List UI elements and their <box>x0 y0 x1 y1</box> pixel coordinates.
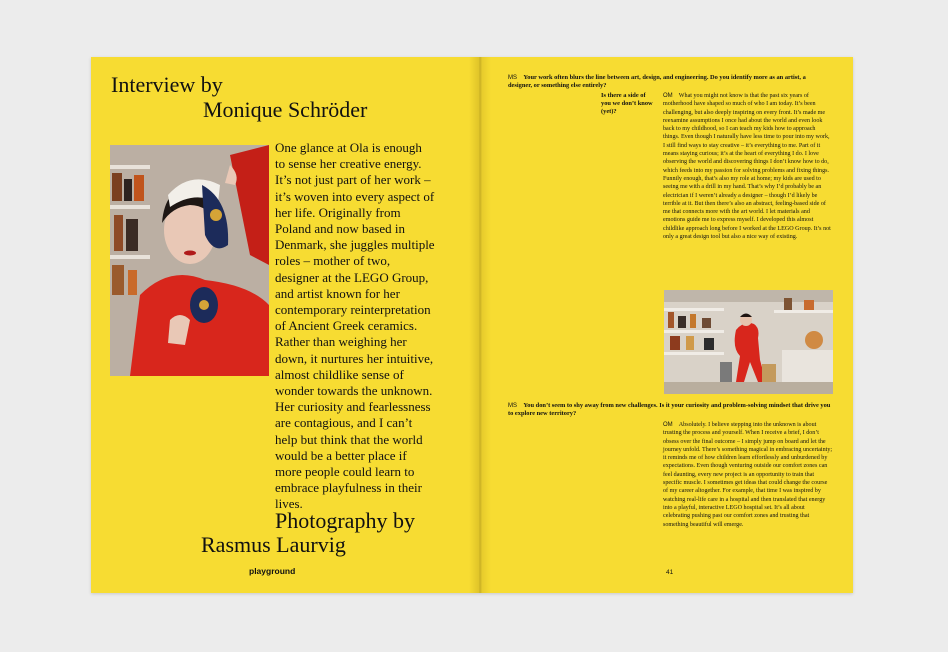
answer-2-speaker: OM <box>663 422 673 428</box>
page-number: 41 <box>666 569 674 576</box>
photography-by-label: Photography by <box>275 508 415 533</box>
question-2-speaker: MS <box>508 403 517 409</box>
question-2 <box>508 402 833 418</box>
question-2-text: You don’t seem to shy away from new challenges. Is it your curiosity and problem-solving mindset that drive you to explore new territory? <box>508 402 831 417</box>
magazine-spread <box>91 57 853 593</box>
question-1-speaker: MS <box>508 75 517 81</box>
interviewer-name: Monique Schröder <box>203 97 368 122</box>
question-1-text: Your work often blurs the line between art, design, and engineering. Do you identify more as an artist, a designer, or something else entirely? <box>508 74 806 89</box>
portrait-photo <box>110 145 269 376</box>
answer-1-speaker: OM <box>663 93 673 99</box>
side-question: Is there a side of you we don’t know (yet)? <box>601 92 653 115</box>
answer-1-text: What you might not know is that the past six years of motherhood have shaped so much of who I am today. It’s been challenging, but also deeply inspiring on every front. It’s made me reexamine assumptions I once had about the world and even look back to my childhood, so I can teach my kids how to approach things. Even though I naturally have less time to pour into my work, I still find ways to stay creative – it’s everything to me. Part of it means staying curious; it’s at the heart of everything I do. I love observing the world and discovering things I don’t know how to do, which feeds into my passion for solving problems and fixing things. Funnily enough, that’s also my role at home; my kids are used to seeing me with a drill in my hand. That’s why I’d probably be an electrician if I weren’t already a designer – though I’d likely be terrible at it. But then there’s also an abstract, feeling-based side of me that connects more with the art world. I let materials and emotions guide me to express myself. I developed this almost childlike approach long before I worked at the LEGO Group. It’s not only a great design tool but also a nice way of existing. <box>663 93 831 241</box>
intro-paragraph: One glance at Ola is enough to sense her creative energy. It’s not just part of her work – it’s woven into every aspect of her life. Originally from Poland and now based in Denmark, she juggles multiple roles – mother of two, designer at the LEGO Group, and artist known for her contemporary reinterpretation of Ancient Greek ceramics. Rather than weighing her down, it nurtures her intuitive, almost childlike sense of wonder towards the unknown. Her curiosity and fearlessness are contagious, and I can’t help but think that the world would be a better place if more people could learn to embrace playfulness in their lives. <box>275 140 435 512</box>
photographer-name: Rasmus Laurvig <box>201 532 346 557</box>
answer-2 <box>663 421 833 529</box>
spine-gutter <box>469 57 491 593</box>
interview-by-label: Interview by <box>111 72 223 97</box>
studio-photo <box>664 290 833 394</box>
answer-1 <box>663 92 831 241</box>
question-1 <box>508 74 828 90</box>
answer-2-text: Absolutely. I believe stepping into the unknown is about trusting the process and yourself. When I receive a brief, I don’t obsess over the final outcome – I simply jump on board and let the journey unfold. There’s something magical in embracing uncertainty; it reminds me of how children learn effortlessly and unburdened by expectations. Even though venturing outside our comfort zones can feel daunting, every new project is an opportunity to train that specific muscle. I sometimes get ideas that could change the course of my career altogether. For example, that time I was inspired by watching real-life care in a hospital and then translated that energy into a playful, interactive LEGO hospital set. It’s all about celebrating pushing past our comfort zones and trusting that something beautiful will emerge. <box>663 422 833 528</box>
brand-logo: playground <box>249 566 296 576</box>
